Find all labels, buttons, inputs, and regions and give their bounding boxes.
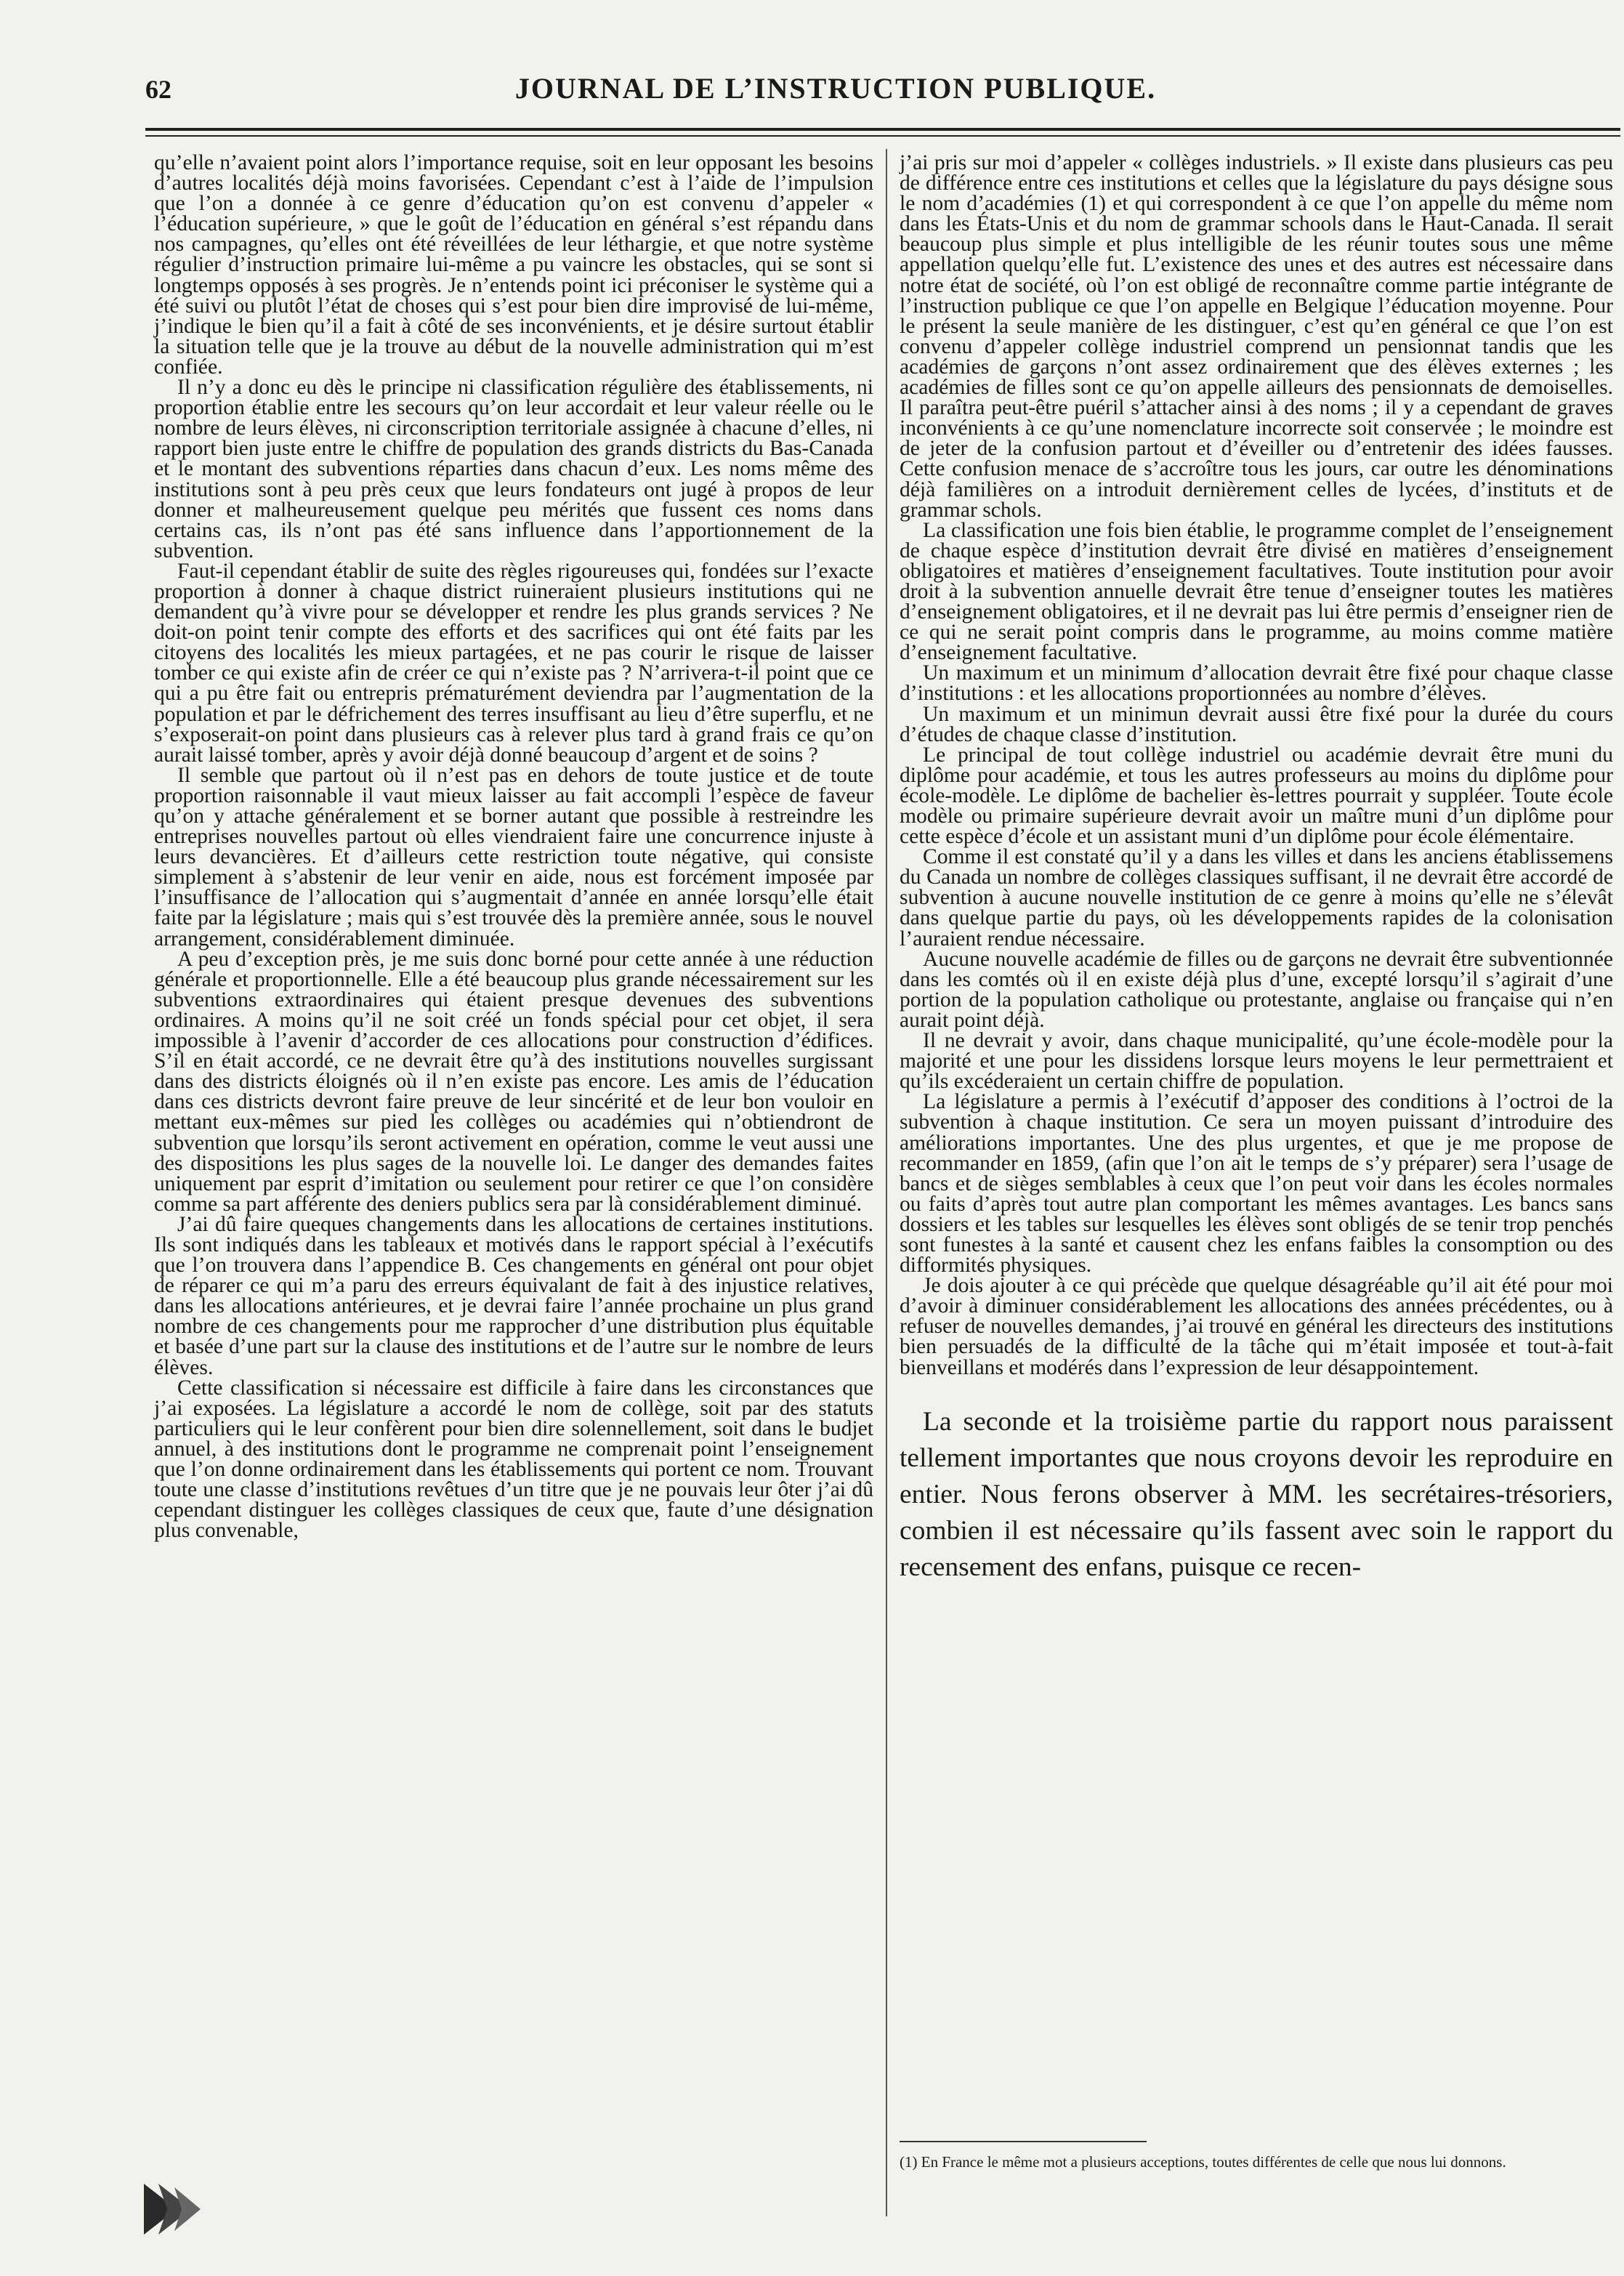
paragraph: Aucune nouvelle académie de filles ou de garçons ne devrait être subventionnée dans les comtés où il en existe déjà plus d’une, excepté lorsqu’il s’agirait d’une portion de la population catholique ou protestante, anglaise ou française qui n’en aurait point déjà. <box>900 947 1613 1032</box>
paragraph: Il semble que partout où il n’est pas en dehors de toute justice et de toute proportion raisonnable il vaut mieux laisser au fait accompli l’espèce de faveur qu’on y attache généralement et se borner autant que possible à restreindre les entreprises nouvelles partout où elles viendraient faire une concurrence injuste à leurs devancières. Et d’ailleurs cette restriction toute négative, qui consiste simplement à s’abstenir de leur venir en aide, nous est forcément imposée par l’insuffisance de l’allocation qui s’augmentait d’année en année lorsqu’elle était faite par la législature ; mais qui s’est trouvée dès la première année, sous le nouvel arrangement, considérablement diminuée. <box>154 763 873 951</box>
paragraph: La législature a permis à l’exécutif d’apposer des conditions à l’octroi de la subvention à chaque institution. Ce sera un moyen puissant d’introduire des améliorations importantes. Une des plus urgentes, et que je me propose de recommander en 1859, (afin que l’on ait le temps de s’y préparer) sera l’usage de bancs et de sièges semblables à ceux que l’on peut voir dans les écoles normales ou faits d’après tout autre plan comportant les mêmes avantages. Les bancs sans dossiers et les tables sur lesquelles les élèves sont obligés de se tenir trop penchés sont funestes à la santé et causent chez les enfans faibles la consomption ou des difformités physiques. <box>900 1090 1613 1278</box>
page-header <box>145 67 1526 110</box>
closing-paragraph: La seconde et la troisième partie du rapport nous paraissent tellement importantes que nous croyons devoir les reproduire en entier. Nous ferons observer à MM. les secrétaires-trésoriers, combien il est nécessaire qu’ils fassent avec soin le rapport du recensement des enfans, puisque ce recen- <box>900 1406 1613 1582</box>
paragraph: Cette classification si nécessaire est difficile à faire dans les circonstances que j’ai exposées. La législature a accordé le nom de collège, soit par des statuts particuliers qui le leur confèrent pour bien dire solennellement, soit dans le budjet annuel, à des institutions dont le programme ne comprenait point l’enseignement que l’on donne ordinairement dans les établissements qui portent ce nom. Trouvant toute une classe d’institutions revêtues d’un titre que je ne pouvais leur ôter j’ai dû cependant distinguer les collèges classiques de ceux que, faute d’une désignation plus convenable, <box>154 1376 873 1543</box>
column-divider <box>886 149 887 2216</box>
paragraph: A peu d’exception près, je me suis donc borné pour cette année à une réduction générale et proportionnelle. Elle a été beaucoup plus grande nécessairement sur les subventions extraordinaires qui étaient presque devenues des subventions ordinaires. A moins qu’il ne soit créé un fonds spécial pour cet objet, il sera impossible à l’avenir d’accorder de ces allocations pour construction d’édifices. S’il en était accordé, ce ne devrait être qu’à des institutions nouvelles surgissant dans des districts éloignés où il n’en existe pas encore. Les amis de l’éducation dans ces districts devront faire preuve de leur sincérité et de leur bon vouloir en mettant eux-mêmes sur pied les collèges ou académies qui n’obtiendront de subvention que lorsqu’ils seront activement en opération, comme le veut aussi une des dispositions les plus sages de la nouvelle loi. Le danger des demandes faites uniquement par esprit d’imitation ou seulement pour retirer ce que l’on considère comme sa part afférente des deniers publics sera par là considérablement diminué. <box>154 947 873 1216</box>
footnote-rule <box>900 2141 1147 2142</box>
paragraph: Un maximum et un minimum d’allocation devrait être fixé pour chaque classe d’institutions : et les allocations proportionnées au nombre d’élèves. <box>900 661 1613 706</box>
page-number: 62 <box>145 75 171 104</box>
paragraph: j’ai pris sur moi d’appeler « collèges industriels. » Il existe dans plusieurs cas peu de différence entre ces institutions et celles que la législature du pays désigne sous le nom d’académies (1) et qui correspondent à ce que l’on appelle du même nom dans les États-Unis et du nom de grammar schools dans le Haut-Canada. Il serait beaucoup plus simple et plus intelligible de les réunir toutes sous une même appellation quelqu’elle fut. L’existence des unes et des autres est nécessaire dans notre état de société, où l’on est obligé de reconnaître comme partie intégrante de l’instruction publique ce que l’on appelle en Belgique l’éducation moyenne. Pour le présent la seule manière de les distinguer, c’est qu’en général ce que l’on est convenu d’appeler collège industriel comprend un pensionnat tandis que les académies de garçons n’ont assez ordinairement que des élèves externes ; les académies de filles sont ce qu’on appelle ailleurs des pensionnats de demoiselles. Il paraîtra peut-être puéril s’attacher ainsi à des noms ; il y a cependant de graves inconvénients à ce qu’une nomenclature incorrecte soit conservée ; le moindre est de jeter de la confusion partout et d’éveiller ou d’entretenir des idées fausses. Cette confusion menace de s’accroître tous les jours, car outre les dénominations déjà familières on a introduit dernièrement celles de lycées, d’instituts et de grammar schols. <box>900 151 1613 522</box>
paragraph: La classification une fois bien établie, le programme complet de l’enseignement de chaque espèce d’institution devrait être divisé en matières d’enseignement obligatoires et matières d’enseignement facultatives. Toute institution pour avoir droit à la subvention annuelle devrait être tenue d’enseigner toutes les matières d’enseignement obligatoires, et il ne devrait pas lui être permis d’enseigner rien de ce qui ne serait point compris dans le programme, au moins comme matière d’enseignement facultative. <box>900 518 1613 665</box>
paragraph: Il n’y a donc eu dès le principe ni classification régulière des établissements, ni proportion établie entre les secours qu’on leur accordait et leur valeur réelle ou le nombre de leurs élèves, ni circonscription territoriale assignée à chacune d’elles, ni rapport bien juste entre le chiffre de population des grands districts du Bas-Canada et le montant des subventions réparties dans chacun d’eux. Les noms même des institutions sont à peu près ceux que leurs fondateurs ont jugé à propos de leur donner et malheureusement quelque peu mérités que fussent ces noms dans certains cas, ils n’ont pas été sans influence dans l’apportionnement de la subvention. <box>154 376 873 562</box>
paragraph: J’ai dû faire queques changements dans les allocations de certaines institutions. Ils sont indiqués dans les tableaux et motivés dans le rapport spécial à l’exécutifs que l’on trouvera dans l’appendice B. Ces changements en général ont pour objet de réparer ce qui m’a paru des erreurs équivalant de fait à des injustice relatives, dans les allocations antérieures, et je devrai faire l’année prochaine un plus grand nombre de ces changements pour me rapprocher d’une distribution plus équitable et basée d’une part sur la clause des institutions et de l’autre sur le nombre de leurs élèves. <box>154 1212 873 1379</box>
paragraph: qu’elle n’avaient point alors l’importance requise, soit en leur opposant les besoins d’autres localités déjà moins favorisées. Cependant c’est à l’aide de l’impulsion que l’on a donnée à ce genre d’éducation qu’on est convenu d’appeler « l’éducation supérieure, » que le goût de l’éducation en général s’est répandu dans nos campagnes, qu’elles ont été réveillées de leur léthargie, et que notre système régulier d’instruction primaire lui-même a pu vaincre les obstacles, qui se sont si longtemps opposés à ses progrès. Je n’entends point ici préconiser le système qui a été suivi ou plutôt l’état de choses qui s’est pour bien dire improvisé de lui-même, j’indique le bien qu’il a fait à côté de ses inconvénients, et je désire surtout établir la situation telle que je la trouve au début de la nouvelle administration qui m’est confiée. <box>154 151 873 379</box>
header-rule-thick <box>145 128 1620 131</box>
paragraph: Il ne devrait y avoir, dans chaque municipalité, qu’une école-modèle pour la majorité et une pour les dissidens lorsque leurs moyens le leur permettraient et qu’ils excéderaient un certain chiffre de population. <box>900 1029 1613 1094</box>
printer-ornament-icon <box>137 2169 217 2249</box>
paragraph: Je dois ajouter à ce qui précède que quelque désagréable qu’il ait été pour moi d’avoir à diminuer considérablement les allocations des années précédentes, ou à refuser de nouvelles demandes, j’ai trouvé en général les directeurs des institutions bien persuadés de la difficulté de la tâche qui m’était imposée et tout-à-fait bienveillans et modérés dans l’expression de leur désappointement. <box>900 1274 1613 1379</box>
paragraph: Faut-il cependant établir de suite des règles rigoureuses qui, fondées sur l’exacte proportion à donner à chaque district ruineraient plusieurs institutions qui ne demandent qu’à vivre pour se développer et rendre les plus grands services ? Ne doit-on point tenir compte des efforts et des sacrifices qui ont été faits par les citoyens des localités les mieux partagées, et ne pas courir le risque de laisser tomber ce qui existe afin de créer ce qui n’existe pas ? N’arrivera-t-il point que ce qui a pu être fait ou entrepris prématurément deviendra par l’augmentation de la population et par le défrichement des terres insuffisant au lieu d’être superflu, et ne s’exposerait-on point dans plusieurs cas à relever plus tard à grand frais ce qu’on aurait laissé tomber, après y avoir déjà donné beaucoup d’argent et de soins ? <box>154 559 873 767</box>
footnote: (1) En France le même mot a plusieurs acceptions, toutes différentes de celle que nous lui donnons. <box>900 2153 1506 2171</box>
journal-title: JOURNAL DE L’INSTRUCTION PUBLIQUE. <box>514 72 1157 105</box>
paragraph: Le principal de tout collège industriel ou académie devrait être muni du diplôme pour académie, et tous les autres professeurs au moins du diplôme pour école-modèle. Le diplôme de bachelier ès-lettres pourrait y suppléer. Toute école modèle ou primaire supérieure devrait avoir un maître muni d’un diplôme pour cette espèce d’école et un assistant muni d’un diplôme pour école élémentaire. <box>900 743 1613 849</box>
right-column <box>900 153 1613 1586</box>
left-column <box>154 153 873 1541</box>
paragraph: Comme il est constaté qu’il y a dans les villes et dans les anciens établissemens du Canada un nombre de collèges classiques suffisant, il ne devrait être accordé de subvention à aucune nouvelle institution de ce genre à moins qu’elle ne s’élevât dans quelque partie du pays, où les développements rapides de la colonisation l’auraient rendue nécessaire. <box>900 845 1613 951</box>
paragraph: Un maximum et un minimun devrait aussi être fixé pour la durée du cours d’études de chaque classe d’institution. <box>900 702 1613 746</box>
header-rule-thin <box>145 135 1620 137</box>
